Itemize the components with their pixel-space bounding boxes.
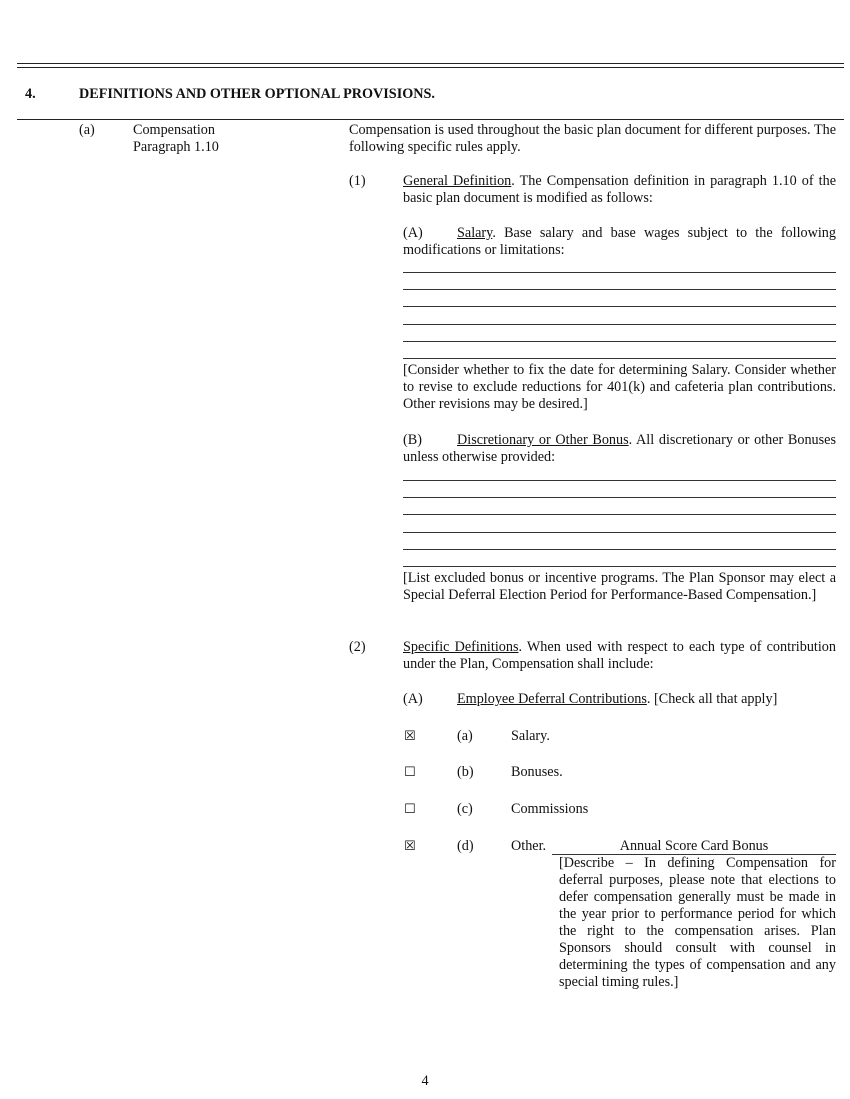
sub1-title: General Definition [403,173,512,189]
top-double-rule [17,63,844,68]
salary-blank-line[interactable] [403,324,836,325]
section-title: DEFINITIONS AND OTHER OPTIONAL PROVISIONS. [79,86,435,102]
option-letter: (b) [457,764,474,780]
item-a-heading-line2: Paragraph 1.10 [133,139,219,155]
deferral-title: Employee Deferral Contributions [457,691,647,707]
sub2-text: . When used with respect to each type of contribution under the Plan, Compensation shall include: [403,639,836,672]
item-a-label: (a) [79,122,95,138]
salary-blank-line[interactable] [403,289,836,290]
sub2-title: Specific Definitions [403,639,519,655]
item-a-heading-line1: Compensation [133,122,215,138]
sub1-number: (1) [349,173,366,189]
checkbox-bonuses[interactable]: ☐ [404,765,416,780]
option-text: Other. [511,838,547,854]
other-field-value: Annual Score Card Bonus [552,839,836,855]
bonus-blank-line[interactable] [403,549,836,550]
sub2-number: (2) [349,639,366,655]
other-note: [Describe – In defining Compensation for deferral purposes, please note that elections to defer compensation generally must be made in the year prior to performance period for which the right to the compensation arises. Plan Sponsors should consult with counsel in determining the types of compensation and any special timing rules.] [559,855,836,990]
bonus-blank-line[interactable] [403,497,836,498]
bonus-paragraph [403,432,836,466]
checkbox-other[interactable]: ☒ [404,839,416,854]
bonus-blank-line[interactable] [403,566,836,567]
sub1-text: . The Compensation definition in paragraph 1.10 of the basic plan document is modified as follows: [403,173,836,206]
option-text: Salary. [511,728,550,744]
option-letter: (a) [457,728,473,744]
salary-title: Salary [457,225,493,241]
salary-paragraph [403,225,836,259]
salary-note: [Consider whether to fix the date for determining Salary. Consider whether to revise to exclude reductions for 401(k) and cafeteria plan contributions. Other revisions may be desired.] [403,362,836,412]
page-number: 4 [421,1073,429,1089]
salary-blank-line[interactable] [403,306,836,307]
bonus-label: (B) [403,432,422,448]
bonus-blank-line[interactable] [403,514,836,515]
salary-label: (A) [403,225,423,241]
option-text: Commissions [511,801,589,817]
item-a-intro: Compensation is used throughout the basic plan document for different purposes. The following specific rules apply. [349,122,836,155]
checkbox-commissions[interactable]: ☐ [404,802,416,817]
checkbox-salary[interactable]: ☒ [404,729,416,744]
salary-blank-line[interactable] [403,341,836,342]
sub2-paragraph [403,639,836,673]
salary-blank-line[interactable] [403,358,836,359]
bonus-blank-line[interactable] [403,480,836,481]
bonus-blank-line[interactable] [403,532,836,533]
deferral-heading [457,691,777,708]
deferral-label: (A) [403,691,423,707]
bonus-text: . All discretionary or other Bonuses unless otherwise provided: [403,432,836,465]
salary-blank-line[interactable] [403,272,836,273]
option-letter: (c) [457,801,473,817]
option-letter: (d) [457,838,474,854]
deferral-text: . [Check all that apply] [646,691,778,707]
bonus-title: Discretionary or Other Bonus [457,432,629,448]
section-number: 4. [25,86,36,102]
sub1-paragraph [403,173,836,207]
option-text: Bonuses. [511,764,563,780]
bonus-note: [List excluded bonus or incentive programs. The Plan Sponsor may elect a Special Deferral Election Period for Performance-Based Compensation.] [403,570,836,603]
other-field[interactable] [552,838,836,855]
section-rule [17,119,844,120]
salary-text: . Base salary and base wages subject to the following modifications or limitations: [403,225,836,258]
